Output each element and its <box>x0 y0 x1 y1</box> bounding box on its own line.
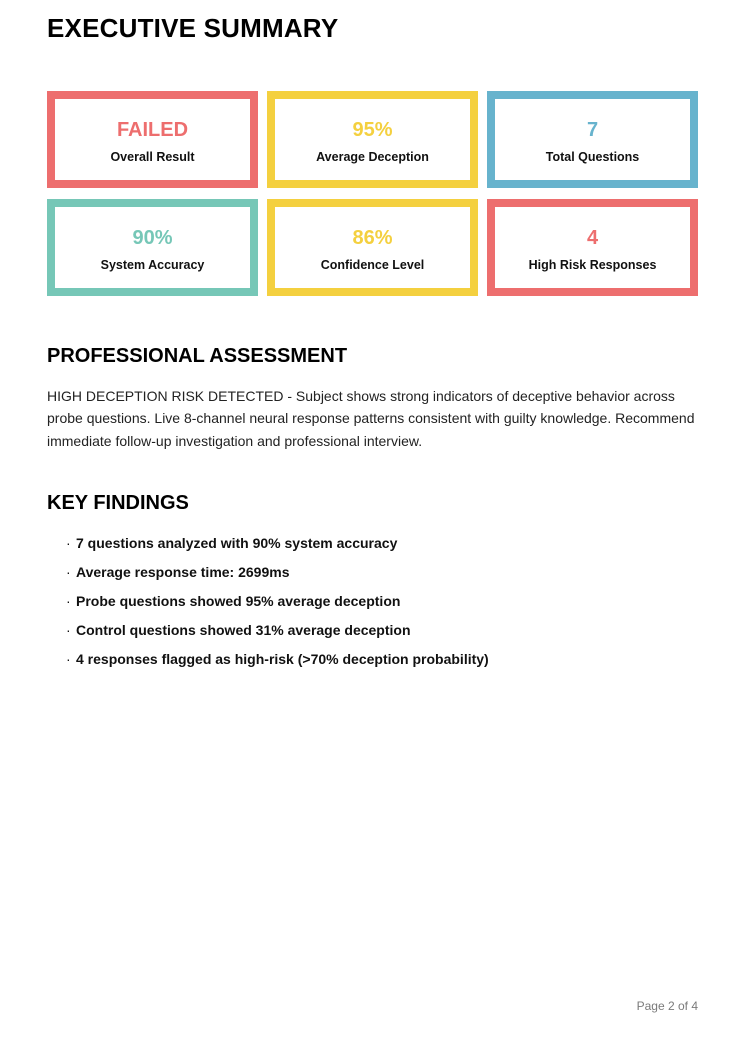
stats-grid <box>47 91 698 296</box>
stat-card-average-deception <box>267 91 478 188</box>
stat-label: Confidence Level <box>320 258 425 273</box>
stat-label: Average Deception <box>316 150 429 165</box>
stat-value: 86% <box>352 227 393 250</box>
stat-card-system-accuracy <box>47 199 258 296</box>
findings-list <box>47 536 698 666</box>
finding-item: · Probe questions showed 95% average deception <box>66 594 698 608</box>
finding-item: · 7 questions analyzed with 90% system accuracy <box>66 536 698 550</box>
findings-heading: KEY FINDINGS <box>47 492 189 515</box>
assessment-heading: PROFESSIONAL ASSESSMENT <box>47 345 348 367</box>
stat-card-overall-result <box>47 91 258 188</box>
page-number: Page 2 of 4 <box>636 999 698 1013</box>
finding-item: · Average response time: 2699ms <box>66 565 698 579</box>
stat-label: System Accuracy <box>100 258 205 273</box>
stat-label: Overall Result <box>110 150 195 165</box>
stat-label: Total Questions <box>545 150 640 165</box>
page-title: EXECUTIVE SUMMARY <box>47 13 339 43</box>
stat-card-high-risk-responses <box>487 199 698 296</box>
stat-card-confidence-level <box>267 199 478 296</box>
stat-value: 95% <box>352 119 393 142</box>
assessment-body: HIGH DECEPTION RISK DETECTED - Subject shows strong indicators of deceptive behavior across probe questions. Live 8-channel neural response patterns consistent with guilty knowledge. Recommend immediate follow-up investigation and professional interview. <box>47 388 695 449</box>
finding-item: · Control questions showed 31% average deception <box>66 623 698 637</box>
stat-card-total-questions <box>487 91 698 188</box>
stat-value: 90% <box>132 227 173 250</box>
finding-item: · 4 responses flagged as high-risk (>70% deception probability) <box>66 652 698 666</box>
stat-value: FAILED <box>116 119 189 142</box>
stat-label: High Risk Responses <box>528 258 657 273</box>
stat-value: 4 <box>586 227 599 250</box>
stat-value: 7 <box>586 119 599 142</box>
